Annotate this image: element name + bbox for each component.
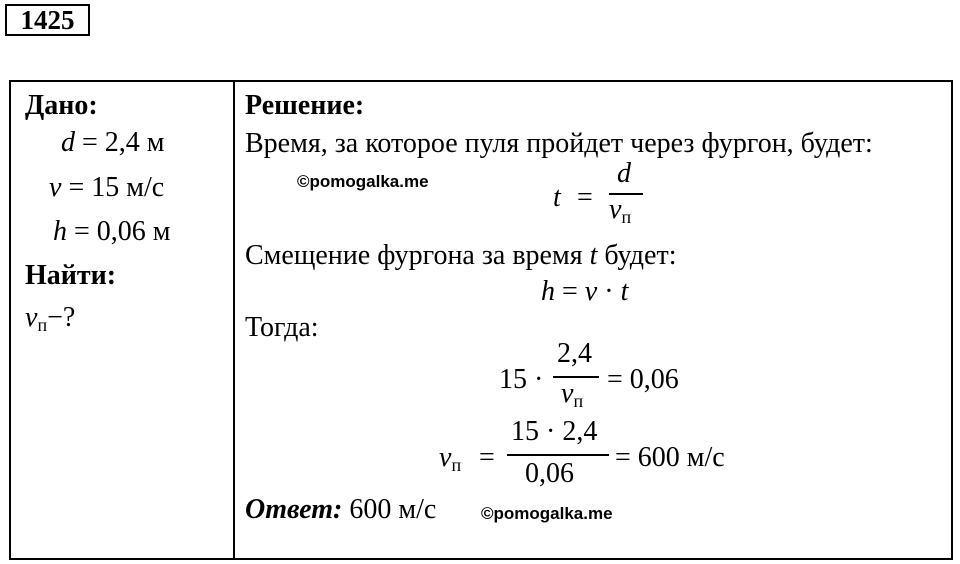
formula-displacement: h = v · t	[541, 276, 629, 307]
answer-line: Ответ: 600 м/с	[245, 494, 437, 525]
find-value: $v_п-$?	[25, 302, 76, 335]
solution-table: Дано: d = 2,4 м v = 15 м/с h = 0,06 м Найти: $v_п-$? Решение: Время, за которое пуля пройдет через фургон, будет: ©pomogalka.me t = d $v_п$ Смещение фургона за время t будет: h = v · t Тогда: 15 · 2,4 $v_п$ = 0,06 $v_п$ = 15 · 2,4 0,06 = 600 м/с Ответ: 600 м/с ©pomogalka.me	[9, 80, 953, 560]
solution-header: Решение:	[245, 90, 365, 121]
given-v: v = 15 м/с	[49, 172, 165, 203]
find-header: Найти:	[25, 260, 117, 291]
solution-line-3: Тогда:	[245, 312, 319, 343]
solution-line-2: Смещение фургона за время t будет:	[245, 240, 677, 271]
problem-number: 1425	[5, 4, 90, 36]
solution-line-1: Время, за которое пуля пройдет через фургон, будет:	[245, 128, 873, 159]
watermark-bottom: ©pomogalka.me	[481, 504, 613, 523]
given-header: Дано:	[25, 90, 98, 121]
given-h: h = 0,06 м	[53, 216, 171, 247]
column-divider	[233, 82, 235, 558]
watermark-top: ©pomogalka.me	[297, 172, 429, 191]
given-d: d = 2,4 м	[61, 127, 165, 158]
